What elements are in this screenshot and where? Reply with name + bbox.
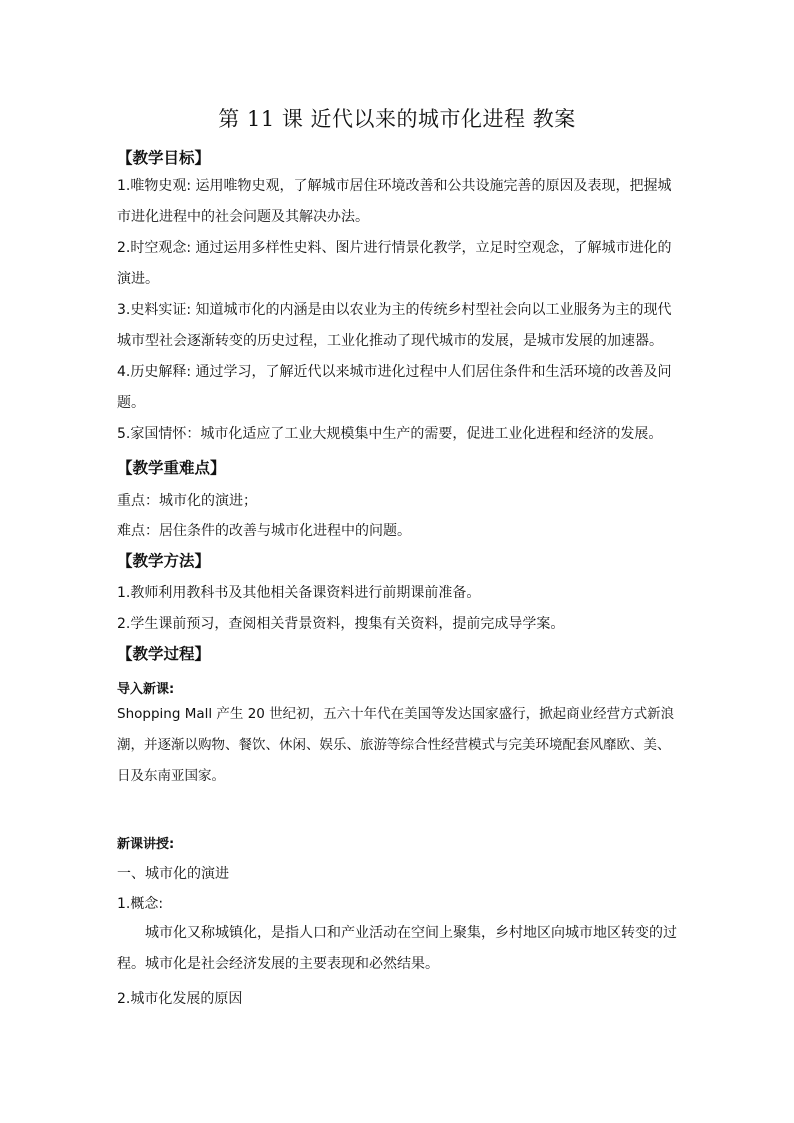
page-title: 第 11 课 近代以来的城市化进程 教案 [218, 107, 576, 131]
concept-paragraph: 城市化又称城镇化，是指人口和产业活动在空间上聚集，乡村地区向城市地区转变的过程。城市化是社会经济发展的主要表现和必然结果。 [117, 925, 677, 972]
intro-paragraph: Shopping Mall 产生 20 世纪初，五六十年代在美国等发达国家盛行，掀起商业经营方式新浪潮，并逐渐以购物、餐饮、休闲、娱乐、旅游等综合性经营模式与完美环境配套风靡欧、美、日及东南亚国家。 [117, 706, 675, 784]
section-heading-goals: 【教学目标】 [117, 149, 211, 167]
new-lesson-label: 新课讲授: [117, 837, 175, 852]
reasons-label: 2.城市化发展的原因 [117, 991, 243, 1007]
section-heading-keypoints: 【教学重难点】 [117, 459, 226, 477]
keypoint-item: 难点：居住条件的改善与城市化进程中的问题。 [117, 523, 411, 539]
keypoint-item: 重点：城市化的演进； [117, 493, 257, 509]
section-heading-process: 【教学过程】 [117, 645, 211, 663]
goal-item: 1.唯物史观: 运用唯物史观，了解城市居住环境改善和公共设施完善的原因及表现，把握城市进化进程中的社会问题及其解决办法。 [117, 178, 672, 225]
section-heading-methods: 【教学方法】 [117, 552, 211, 570]
method-item: 1.教师利用教科书及其他相关备课资料进行前期课前准备。 [117, 585, 481, 601]
goal-item: 2.时空观念: 通过运用多样性史料、图片进行情景化教学，立足时空观念，了解城市进化的演进。 [117, 240, 672, 287]
goal-item: 5.家国情怀：城市化适应了工业大规模集中生产的需要，促进工业化进程和经济的发展。 [117, 426, 663, 442]
intro-label: 导入新课: [117, 682, 175, 697]
goal-item: 3.史料实证: 知道城市化的内涵是由以农业为主的传统乡村型社会向以工业服务为主的现代城市型社会逐渐转变的历史过程，工业化推动了现代城市的发展，是城市发展的加速器。 [117, 302, 672, 349]
concept-label: 1.概念: [117, 896, 164, 912]
part-heading: 一、城市化的演进 [117, 866, 229, 882]
goal-item: 4.历史解释: 通过学习，了解近代以来城市进化过程中人们居住条件和生活环境的改善及问题。 [117, 364, 672, 411]
method-item: 2.学生课前预习，查阅相关背景资料，搜集有关资料，提前完成导学案。 [117, 616, 565, 632]
